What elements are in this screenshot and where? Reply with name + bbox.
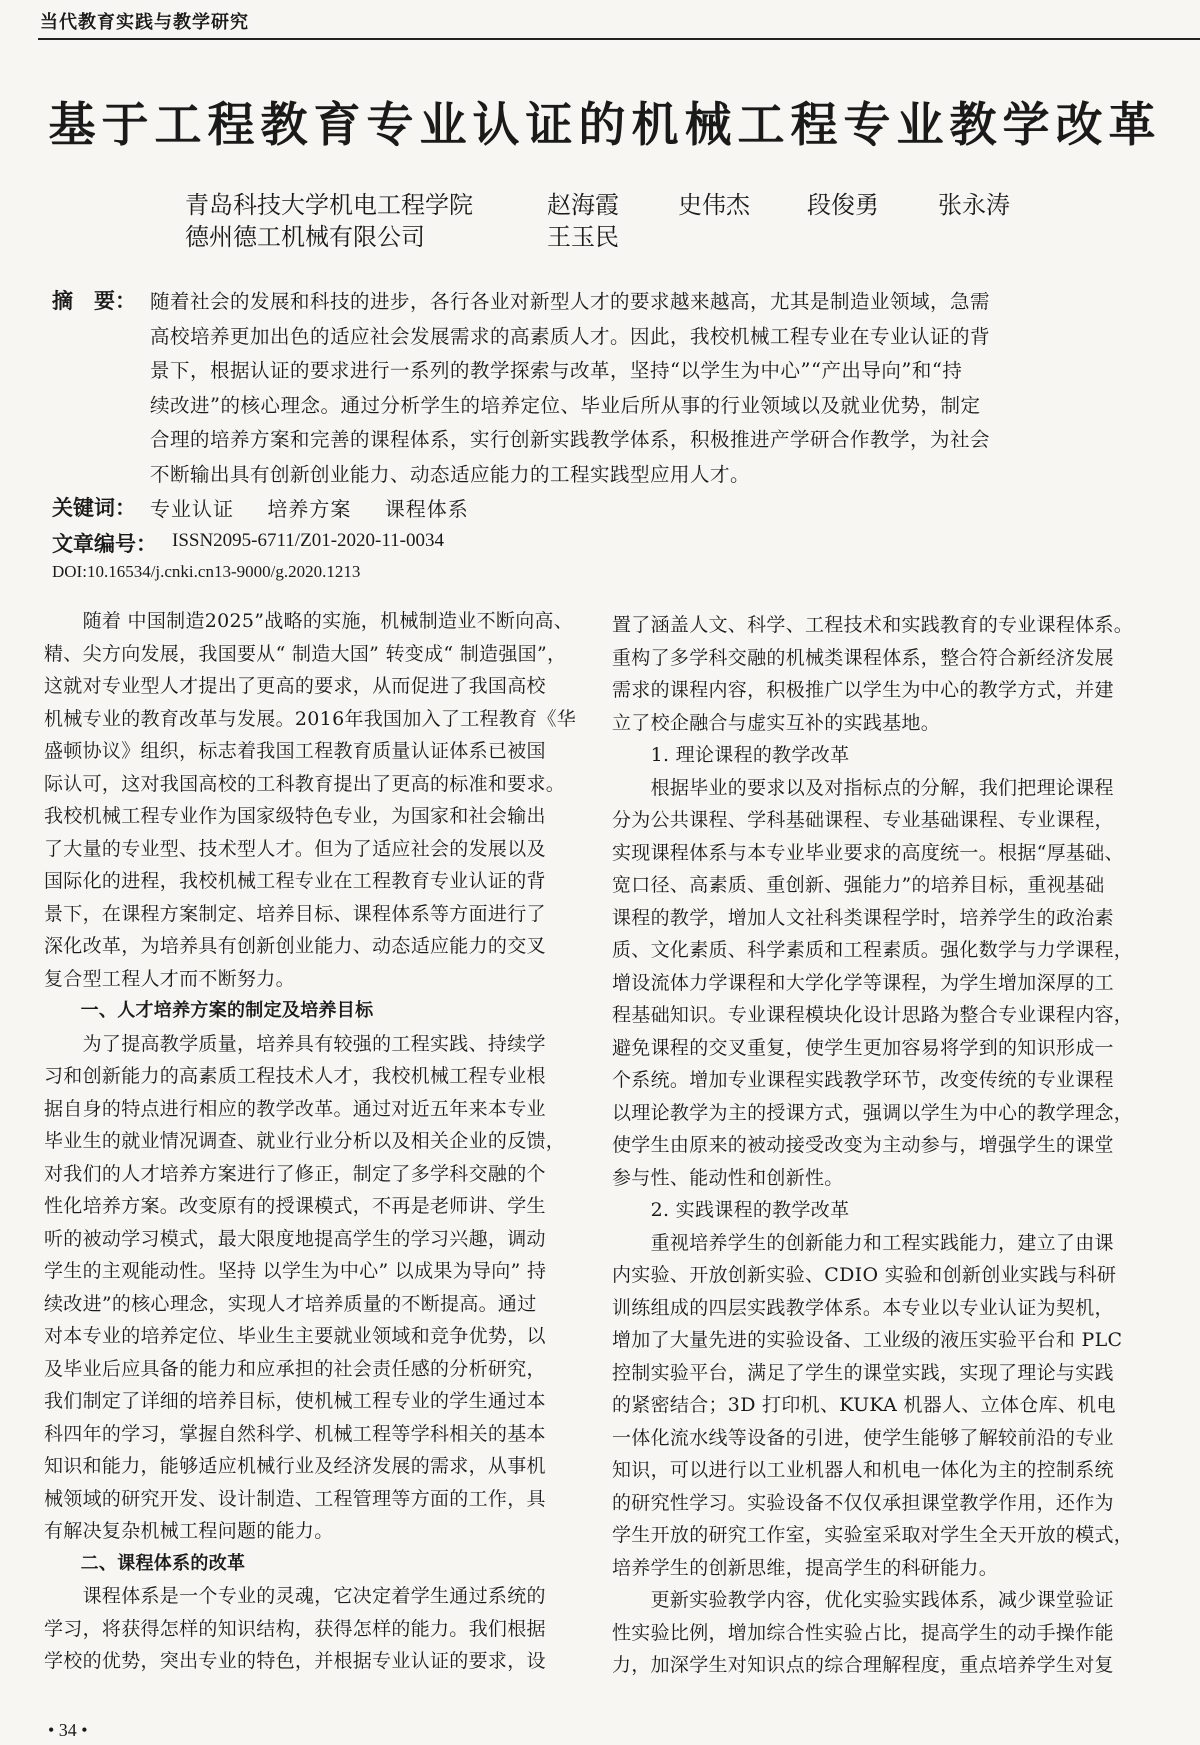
- body-text-line: 我校机械工程专业作为国家级特色专业，为国家和社会输出: [44, 805, 546, 827]
- author-1: 赵海霞: [547, 191, 619, 219]
- body-text-line: 听的被动学习模式，最大限度地提高学生的学习兴趣，调动: [44, 1227, 546, 1250]
- body-text-line: 的研究性学习。实验设备不仅仅承担课堂教学作用，还作为: [612, 1491, 1114, 1514]
- body-text-line: 性化培养方案。改变原有的授课模式，不再是老师讲、学生: [44, 1195, 546, 1217]
- affiliation-1: 青岛科技大学机电工程学院: [185, 191, 473, 219]
- section-heading: 二、课程体系的改革: [44, 1552, 246, 1574]
- body-text-line: 根据毕业的要求以及对指标点的分解，我们把理论课程: [612, 776, 1114, 799]
- doi: DOI:10.16534/j.cnki.cn13-9000/g.2020.1213: [52, 562, 361, 581]
- body-text-line: 参与性、能动性和创新性。: [612, 1166, 844, 1189]
- body-text-line: 盛顿协议》组织，标志着我国工程教育质量认证体系已被国: [44, 740, 546, 762]
- abstract-line: 高校培养更加出色的适应社会发展需求的高素质人才。因此，我校机械工程专业在专业认证的背: [150, 325, 991, 348]
- body-text-line: 避免课程的交叉重复，使学生更加容易将学到的知识形成一: [612, 1036, 1114, 1059]
- body-text-line: 课程的教学，增加人文社科类课程学时，培养学生的政治素: [612, 906, 1114, 929]
- body-text-line: 毕业生的就业情况调查、就业行业分析以及相关企业的反馈，: [44, 1130, 566, 1152]
- body-text-line: 需求的课程内容，积极推广以学生为中心的教学方式，并建: [612, 679, 1114, 701]
- body-text-line: 1. 理论课程的教学改革: [612, 744, 850, 766]
- keyword: 专业认证: [150, 497, 234, 521]
- abstract-line: 不断输出具有创新创业能力、动态适应能力的工程实践型应用人才。: [150, 463, 751, 486]
- body-text-line: 学生的主观能动性。坚持 以学生为中心” 以成果为导向” 持: [44, 1260, 547, 1282]
- body-text-line: 分为公共课程、学科基础课程、专业基础课程、专业课程，: [612, 809, 1114, 831]
- body-text-line: 及毕业后应具备的能力和应承担的社会责任感的分析研究，: [44, 1357, 546, 1380]
- abstract-line: 续改进”的核心理念。通过分析学生的培养定位、毕业后所从事的行业领域以及就业优势，制定: [150, 394, 981, 417]
- body-text-line: 为了提高教学质量，培养具有较强的工程实践、持续学: [44, 1032, 546, 1055]
- body-text-line: 以理论教学为主的授课方式，强调以学生为中心的教学理念，: [612, 1101, 1134, 1124]
- affiliation-2: 德州德工机械有限公司: [185, 223, 425, 251]
- author-4: 张永涛: [938, 191, 1010, 219]
- body-text-line: 机械专业的教育改革与发展。2016年我国加入了工程教育《华: [44, 707, 577, 730]
- body-text-line: 一体化流水线等设备的引进，使学生能够了解较前沿的专业: [612, 1426, 1114, 1449]
- body-text-line: 内实验、开放创新实验、CDIO 实验和创新创业实践与科研: [612, 1264, 1117, 1286]
- body-text-line: 力，加深学生对知识点的综合理解程度，重点培养学生对复: [612, 1654, 1114, 1676]
- author-5: 王玉民: [547, 223, 619, 251]
- body-text-line: 课程体系是一个专业的灵魂，它决定着学生通过系统的: [44, 1585, 546, 1607]
- body-text-line: 际认可，这对我国高校的工科教育提出了更高的标准和要求。: [44, 772, 566, 795]
- body-text-line: 习和创新能力的高素质工程技术人才，我校机械工程专业根: [44, 1065, 546, 1087]
- body-text-line: 深化改革，为培养具有创新创业能力、动态适应能力的交叉: [44, 935, 546, 957]
- body-text-line: 对本专业的培养定位、毕业生主要就业领域和竞争优势，以: [44, 1325, 546, 1347]
- body-text-line: 景下，在课程方案制定、培养目标、课程体系等方面进行了: [44, 902, 546, 925]
- abstract-line: 随着社会的发展和科技的进步，各行各业对新型人才的要求越来越高，尤其是制造业领域，急需: [150, 290, 991, 313]
- body-text-line: 质、文化素质、科学素质和工程素质。强化数学与力学课程，: [612, 939, 1134, 961]
- body-text-line: 械领域的研究开发、设计制造、工程管理等方面的工作，具: [44, 1487, 546, 1510]
- body-text-line: 置了涵盖人文、科学、工程技术和实践教育的专业课程体系。: [612, 614, 1134, 636]
- body-text-line: 宽口径、高素质、重创新、强能力”的培养目标，重视基础: [612, 874, 1105, 896]
- body-text-line: 重构了多学科交融的机械类课程体系，整合符合新经济发展: [612, 646, 1114, 669]
- body-text-line: 对我们的人才培养方案进行了修正，制定了多学科交融的个: [44, 1162, 546, 1185]
- body-text-line: 增设流体力学课程和大学化学等课程，为学生增加深厚的工: [612, 971, 1114, 994]
- body-text-line: 精、尖方向发展，我国要从“ 制造大国” 转变成“ 制造强国”，: [44, 642, 567, 665]
- abstract-line: 合理的培养方案和完善的课程体系，实行创新实践教学体系，积极推进产学研合作教学，为社会: [150, 428, 991, 451]
- body-text-line: 这就对专业型人才提出了更高的要求，从而促进了我国高校: [44, 675, 546, 697]
- body-text-line: 更新实验教学内容，优化实验实践体系，减少课堂验证: [612, 1589, 1114, 1611]
- body-text-line: 我们制定了详细的培养目标，使机械工程专业的学生通过本: [44, 1390, 546, 1412]
- body-text-line: 增加了大量先进的实验设备、工业级的液压实验平台和 PLC: [612, 1329, 1123, 1351]
- body-text-line: 国际化的进程，我校机械工程专业在工程教育专业认证的背: [44, 870, 546, 892]
- body-text-line: 学校的优势，突出专业的特色，并根据专业认证的要求，设: [44, 1650, 546, 1672]
- author-2: 史伟杰: [678, 191, 750, 219]
- body-text-line: 有解决复杂机械工程问题的能力。: [44, 1520, 334, 1542]
- body-text-line: 知识和能力，能够适应机械行业及经济发展的需求，从事机: [44, 1455, 546, 1477]
- body-text-line: 实现课程体系与本专业毕业要求的高度统一。根据“厚基础、: [612, 841, 1124, 864]
- abstract-label: 摘 要：: [52, 289, 136, 313]
- abstract-line: 景下，根据认证的要求进行一系列的教学探索与改革，坚持“以学生为中心”“产出导向”和“持: [150, 359, 963, 382]
- header-rule: [38, 38, 1200, 40]
- body-text-line: 个系统。增加专业课程实践教学环节，改变传统的专业课程: [612, 1069, 1114, 1091]
- body-text-line: 的紧密结合；3D 打印机、KUKA 机器人、立体仓库、机电: [612, 1394, 1116, 1416]
- keyword: 培养方案: [267, 497, 352, 521]
- article-no-label: 文章编号：: [52, 532, 157, 556]
- body-text-line: 2. 实践课程的教学改革: [612, 1199, 850, 1221]
- body-text-line: 了大量的专业型、技术型人才。但为了适应社会的发展以及: [44, 837, 546, 860]
- body-text-line: 知识，可以进行以工业机器人和机电一体化为主的控制系统: [612, 1459, 1114, 1481]
- body-text-line: 学习，将获得怎样的知识结构，获得怎样的能力。我们根据: [44, 1617, 546, 1640]
- body-text-line: 重视培养学生的创新能力和工程实践能力，建立了由课: [612, 1231, 1114, 1254]
- article-number: ISSN2095-6711/Z01-2020-11-0034: [172, 530, 444, 551]
- body-text-line: 续改进”的核心理念，实现人才培养质量的不断提高。通过: [44, 1292, 537, 1315]
- section-heading: 一、人才培养方案的制定及培养目标: [44, 1000, 374, 1021]
- author-3: 段俊勇: [807, 191, 879, 219]
- body-text-line: 学生开放的研究工作室，实验室采取对学生全天开放的模式，: [612, 1524, 1134, 1546]
- body-text-line: 据自身的特点进行相应的教学改革。通过对近五年来本专业: [44, 1097, 546, 1120]
- body-text-line: 使学生由原来的被动接受改变为主动参与，增强学生的课堂: [612, 1134, 1114, 1156]
- body-text-line: 训练组成的四层实践教学体系。本专业以专业认证为契机，: [612, 1296, 1114, 1319]
- body-text-line: 随着 中国制造2025”战略的实施，机械制造业不断向高、: [44, 610, 574, 632]
- body-text-line: 立了校企融合与虚实互补的实践基地。: [612, 711, 941, 734]
- body-text-line: 科四年的学习，掌握自然科学、机械工程等学科相关的基本: [44, 1422, 546, 1445]
- body-text-line: 程基础知识。专业课程模块化设计思路为整合专业课程内容，: [612, 1004, 1134, 1026]
- keyword: 课程体系: [384, 497, 469, 521]
- journal-header: 当代教育实践与教学研究: [40, 12, 249, 33]
- keywords: [150, 493, 495, 522]
- body-text-line: 性实验比例，增加综合性实验占比，提高学生的动手操作能: [612, 1621, 1114, 1644]
- keywords-label: 关键词：: [52, 496, 136, 520]
- article-title: 基于工程教育专业认证的机械工程专业教学改革: [48, 98, 1162, 153]
- body-text-line: 复合型工程人才而不断努力。: [44, 967, 295, 990]
- body-text-line: 控制实验平台，满足了学生的课堂实践，实现了理论与实践: [612, 1361, 1114, 1384]
- body-text-line: 培养学生的创新思维，提高学生的科研能力。: [612, 1556, 999, 1579]
- page-number: • 34 •: [48, 1720, 88, 1740]
